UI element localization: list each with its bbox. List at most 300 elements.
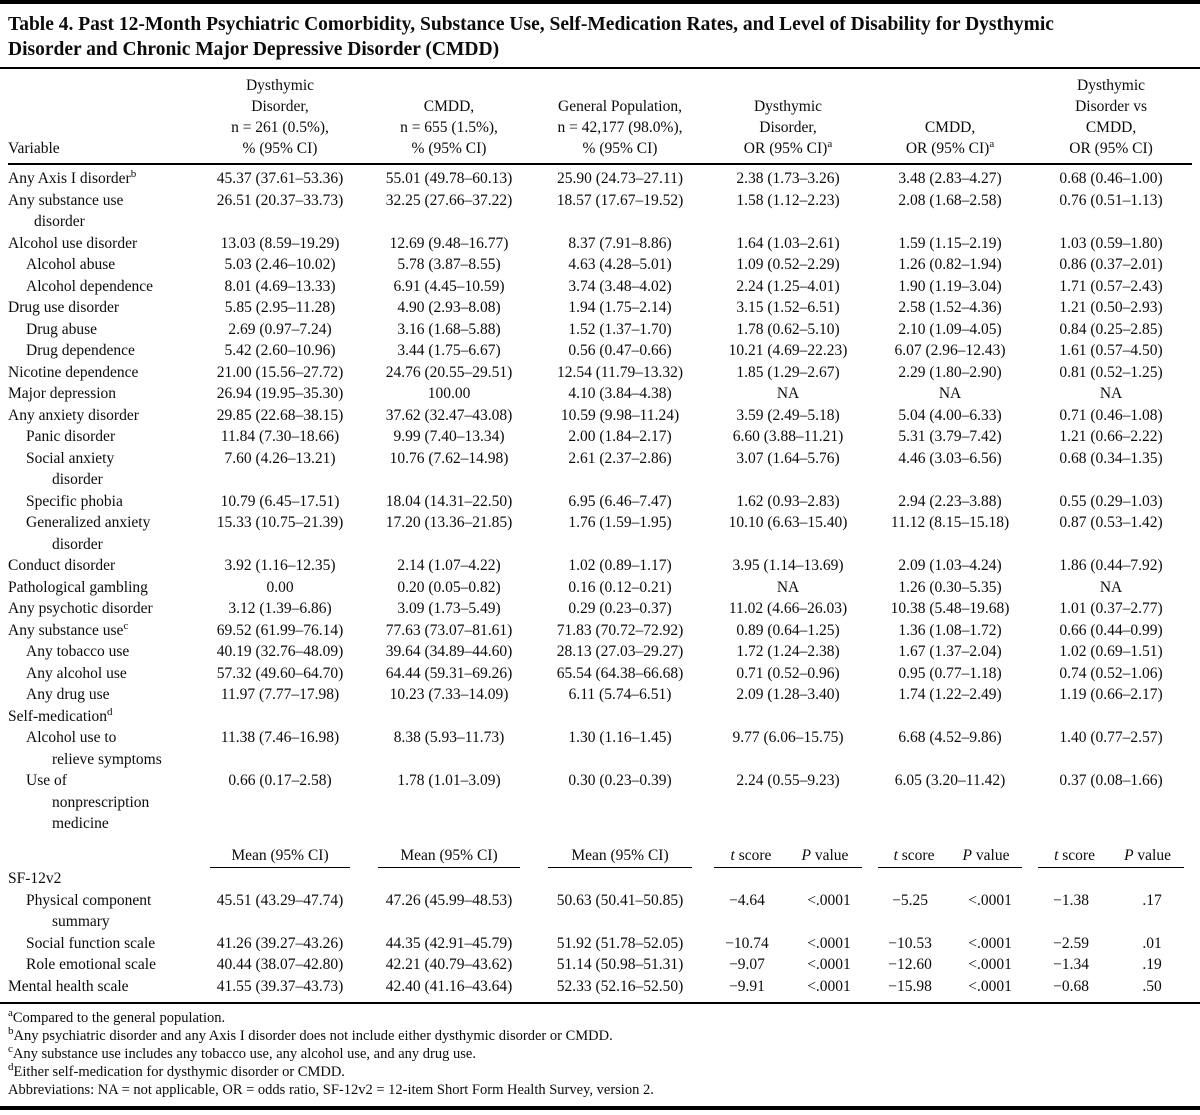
t-italic: t [730, 846, 735, 864]
cell-value: 40.19 (32.76–48.09) [216, 643, 344, 660]
cell-value: 45.51 (43.29–47.74) [216, 891, 344, 909]
table-row [8, 577, 1192, 599]
superscript: a [989, 137, 995, 150]
cell-value: NA [776, 385, 800, 402]
table-row [8, 868, 1192, 890]
p-value-label [788, 845, 862, 867]
cell-value: 1.78 (1.01–3.09) [397, 772, 501, 789]
row-label: Any tobacco use [26, 643, 130, 660]
cell-value: 3.95 (1.14–13.69) [732, 557, 844, 574]
mean-ci-label: Mean (95% CI) [210, 845, 350, 869]
cell-value: 3.44 (1.75–6.67) [397, 342, 501, 359]
t-p-header [870, 835, 1030, 869]
t-italic: t [893, 846, 898, 864]
cell-value: 37.62 (32.47–43.08) [385, 406, 513, 424]
t-p-labels [714, 845, 862, 869]
cell-value: 1.21 (0.50–2.93) [1059, 299, 1163, 316]
cell-value: NA [938, 385, 962, 402]
blank-cell [8, 835, 196, 869]
cell-value: 4.10 (3.84–4.38) [568, 385, 672, 402]
superscript: a [827, 137, 833, 150]
cell-value: 51.92 (51.78–52.05) [556, 934, 684, 952]
cell-value: 1.67 (1.37–2.04) [898, 643, 1002, 660]
cell-value: 3.48 (2.83–4.27) [898, 170, 1002, 187]
row-label: Nicotine dependence [8, 363, 139, 381]
row-label: SF-12v2 [8, 870, 62, 887]
p-italic: P [1124, 846, 1134, 864]
cell-value: 0.37 (0.08–1.66) [1059, 772, 1163, 789]
table-row [8, 976, 1192, 998]
cell-value: 11.02 (4.66–26.03) [728, 600, 848, 617]
cell-value: 25.90 (24.73–27.11) [557, 170, 683, 187]
cell-value: 47.26 (45.99–48.53) [385, 891, 513, 909]
table-row [8, 340, 1192, 362]
table-row [8, 362, 1192, 384]
t-rest: score [734, 846, 772, 864]
cell-value: .17 [1142, 891, 1162, 909]
column-header: CMDD, OR (95% CI)$^a$ [870, 70, 1030, 164]
row-label: Social function scale [26, 934, 156, 952]
t-p-labels [1038, 845, 1184, 869]
cell-value: 39.64 (34.89–44.60) [385, 643, 513, 660]
cell-value: 11.12 (8.15–15.18) [890, 514, 1010, 531]
table-row [8, 663, 1192, 685]
row-label: Any alcohol use [26, 664, 127, 682]
table-row [8, 491, 1192, 513]
cell-value: 8.01 (4.69–13.33) [224, 277, 336, 295]
cell-value: 100.00 [427, 385, 471, 402]
cell-value: 0.16 (0.12–0.21) [568, 578, 672, 596]
row-label: Generalized anxiety disorder [26, 514, 151, 553]
cell-value: 29.85 (22.68–38.15) [216, 406, 344, 424]
cell-value: 6.95 (6.46–7.47) [568, 492, 672, 510]
cell-value: −12.60 [888, 956, 932, 973]
superscript: b [130, 167, 137, 180]
cell-value: 1.26 (0.82–1.94) [898, 256, 1002, 273]
cell-value: <.0001 [807, 891, 851, 909]
cell-value: 0.86 (0.37–2.01) [1059, 256, 1163, 273]
p-rest: value [1133, 846, 1171, 864]
section-sf12 [8, 835, 1192, 998]
cell-value: 2.09 (1.28–3.40) [736, 686, 840, 703]
column-header: CMDD, n = 655 (1.5%), % (95% CI) [364, 70, 534, 164]
cell-value: 50.63 (50.41–50.85) [556, 891, 684, 909]
mean-ci-label: Mean (95% CI) [378, 845, 520, 869]
table-head [8, 70, 1192, 164]
table-row [8, 684, 1192, 706]
p-rest: value [972, 846, 1010, 864]
cell-value: <.0001 [807, 977, 851, 995]
cell-value: 2.14 (1.07–4.22) [397, 557, 501, 574]
mean-ci-header [534, 835, 706, 869]
table-row [8, 890, 1192, 933]
cell-value: 3.16 (1.68–5.88) [397, 320, 501, 338]
row-label: Any drug use [26, 686, 110, 703]
cell-value: 10.79 (6.45–17.51) [220, 492, 340, 510]
cell-value: 1.30 (1.16–1.45) [568, 729, 672, 746]
cell-value: 4.63 (4.28–5.01) [568, 256, 672, 273]
cell-value: 71.83 (70.72–72.92) [556, 621, 684, 639]
table-title: Table 4. Past 12-Month Psychiatric Comorbidity, Substance Use, Self-Medication Rates, and Level of Disability for Dysthymic Disorder and Chronic Major Depressive Disorder (CMDD) [0, 4, 1200, 69]
cell-value: 12.69 (9.48–16.77) [389, 234, 509, 252]
cell-value: 42.40 (41.16–43.64) [385, 977, 513, 995]
t-rest: score [897, 846, 935, 864]
cell-value: 5.04 (4.00–6.33) [898, 406, 1002, 424]
table-row [8, 933, 1192, 955]
mean-ci-header [364, 835, 534, 869]
cell-value: 1.94 (1.75–2.14) [568, 299, 672, 316]
p-rest: value [811, 846, 849, 864]
table-row [8, 319, 1192, 341]
cell-value: 5.31 (3.79–7.42) [898, 428, 1002, 445]
cell-value: 5.03 (2.46–10.02) [224, 256, 336, 273]
cell-value: 0.71 (0.52–0.96) [736, 664, 840, 682]
variable-column-header: Variable [8, 70, 196, 164]
footnotes [0, 1002, 1200, 1110]
cell-value: −1.38 [1053, 891, 1089, 909]
p-value-label [1111, 845, 1184, 867]
cell-value: 2.94 (2.23–3.88) [898, 492, 1002, 510]
cell-value: 0.56 (0.47–0.66) [568, 342, 672, 359]
cell-value: <.0001 [968, 891, 1012, 909]
cell-value: 8.37 (7.91–8.86) [568, 234, 672, 252]
cell-value: 12.54 (11.79–13.32) [557, 363, 683, 381]
cell-value: 1.76 (1.59–1.95) [568, 514, 672, 531]
p-italic: P [801, 846, 811, 864]
cell-value: 10.23 (7.33–14.09) [389, 686, 509, 703]
mean-ci-header [196, 835, 364, 869]
cell-value: 1.64 (1.03–2.61) [736, 234, 840, 252]
cell-value: 3.74 (3.48–4.02) [568, 277, 672, 295]
t-score-label [1038, 845, 1111, 867]
cell-value: 0.68 (0.46–1.00) [1059, 170, 1163, 187]
cell-value: 0.00 [266, 578, 294, 596]
table-row [8, 448, 1192, 491]
cell-value: 2.29 (1.80–2.90) [898, 363, 1002, 381]
cell-value: 1.40 (0.77–2.57) [1059, 729, 1163, 746]
cell-value: 21.00 (15.56–27.72) [216, 363, 344, 381]
t-p-header [1030, 835, 1192, 869]
cell-value: 0.29 (0.23–0.37) [568, 600, 672, 617]
cell-value: 11.38 (7.46–16.98) [220, 729, 340, 746]
cell-value: 28.13 (27.03–29.27) [556, 643, 684, 660]
table-row [8, 954, 1192, 976]
cell-value: 3.09 (1.73–5.49) [397, 600, 501, 617]
cell-value: 64.44 (59.31–69.26) [385, 664, 513, 682]
cell-value: 10.10 (6.63–15.40) [728, 514, 848, 531]
footnote: $^c$Any substance use includes any tobacco use, any alcohol use, and any drug use. [8, 1043, 476, 1062]
t-italic: t [1054, 846, 1059, 864]
cell-value: .19 [1142, 956, 1162, 973]
table-row [8, 405, 1192, 427]
cell-value: NA [1099, 578, 1123, 596]
cell-value: −5.25 [892, 891, 928, 909]
cell-value: 7.60 (4.26–13.21) [224, 449, 336, 467]
cell-value: <.0001 [807, 934, 851, 952]
table-row [8, 641, 1192, 663]
cell-value: 9.99 (7.40–13.34) [393, 428, 505, 445]
cell-value: <.0001 [968, 934, 1012, 952]
cell-value: NA [776, 578, 800, 596]
cell-value: 2.00 (1.84–2.17) [568, 428, 672, 445]
cell-value: 0.89 (0.64–1.25) [736, 621, 840, 639]
row-label: Alcohol dependence [26, 277, 153, 295]
cell-value: 41.26 (39.27–43.26) [216, 934, 344, 952]
cell-value: 0.76 (0.51–1.13) [1059, 191, 1163, 209]
cell-value: 0.74 (0.52–1.06) [1059, 664, 1163, 682]
cell-value: 5.85 (2.95–11.28) [224, 299, 336, 316]
cell-value: 2.61 (2.37–2.86) [568, 449, 672, 467]
cell-value: 77.63 (73.07–81.61) [385, 621, 513, 639]
cell-value: 55.01 (49.78–60.13) [385, 170, 513, 187]
cell-value: 1.85 (1.29–2.67) [736, 363, 840, 381]
cell-value: 8.38 (5.93–11.73) [393, 729, 505, 746]
cell-value: 1.61 (0.57–4.50) [1059, 342, 1163, 359]
cell-value: −10.74 [725, 934, 769, 952]
column-header: General Population, n = 42,177 (98.0%), % (95% CI) [534, 70, 706, 164]
cell-value: 4.90 (2.93–8.08) [397, 299, 501, 316]
cell-value: 10.38 (5.48–19.68) [890, 600, 1010, 617]
cell-value: −2.59 [1053, 934, 1089, 952]
cell-value: 10.21 (4.69–22.23) [728, 342, 848, 359]
cell-value: 44.35 (42.91–45.79) [385, 934, 513, 952]
row-label: Drug abuse [26, 320, 98, 338]
row-label: Physical component summary [26, 891, 152, 930]
cell-value: 1.09 (0.52–2.29) [736, 256, 840, 273]
cell-value: 5.42 (2.60–10.96) [224, 342, 336, 359]
cell-value: 0.66 (0.17–2.58) [228, 772, 332, 789]
table-row [8, 727, 1192, 770]
table-row [8, 276, 1192, 298]
cell-value: −10.53 [888, 934, 932, 952]
row-label: Drug dependence [26, 342, 135, 359]
cell-value: 0.55 (0.29–1.03) [1059, 492, 1163, 510]
t-p-header [706, 835, 870, 869]
cell-value: 10.59 (9.98–11.24) [560, 406, 680, 424]
row-label: Any substance use disorder [8, 191, 124, 230]
table-row [8, 383, 1192, 405]
table-row [8, 297, 1192, 319]
cell-value: −9.91 [729, 977, 765, 995]
cell-value: 2.69 (0.97–7.24) [228, 320, 332, 338]
cell-value: 0.84 (0.25–2.85) [1059, 320, 1163, 338]
cell-value: 1.74 (1.22–2.49) [898, 686, 1002, 703]
footnote: $^d$Either self-medication for dysthymic disorder or CMDD. [8, 1061, 345, 1080]
cell-value: 1.21 (0.66–2.22) [1059, 428, 1163, 445]
cell-value: 2.10 (1.09–4.05) [898, 320, 1002, 338]
mean-ci-label: Mean (95% CI) [548, 845, 692, 869]
cell-value: <.0001 [807, 956, 851, 973]
cell-value: 1.26 (0.30–5.35) [898, 578, 1002, 596]
row-label: Conduct disorder [8, 557, 116, 574]
cell-value: 1.90 (1.19–3.04) [898, 277, 1002, 295]
cell-value: 2.24 (0.55–9.23) [736, 772, 840, 789]
cell-value: 45.37 (37.61–53.36) [216, 170, 344, 187]
cell-value: 6.91 (4.45–10.59) [393, 277, 505, 295]
cell-value: 11.97 (7.77–17.98) [220, 686, 340, 703]
cell-value: 4.46 (3.03–6.56) [898, 449, 1002, 467]
cell-value: 2.58 (1.52–4.36) [898, 299, 1002, 316]
row-label: Drug use disorder [8, 299, 120, 316]
table-row [8, 426, 1192, 448]
empty-cells [196, 706, 1192, 728]
cell-value: 10.76 (7.62–14.98) [389, 449, 509, 467]
cell-value: 24.76 (20.55–29.51) [385, 363, 513, 381]
cell-value: 1.59 (1.15–2.19) [898, 234, 1002, 252]
cell-value: 1.72 (1.24–2.38) [736, 643, 840, 660]
table-row [8, 190, 1192, 233]
table-row [8, 164, 1192, 190]
cell-value: .01 [1142, 934, 1162, 952]
footnote: $^a$Compared to the general population. [8, 1007, 226, 1026]
empty-cells [196, 868, 1192, 890]
column-header: Dysthymic Disorder, n = 261 (0.5%), % (95% CI) [196, 70, 364, 164]
cell-value: 3.12 (1.39–6.86) [228, 600, 332, 617]
cell-value: 0.68 (0.34–1.35) [1059, 449, 1163, 467]
cell-value: 1.52 (1.37–1.70) [568, 320, 672, 338]
table-row [8, 233, 1192, 255]
cell-value: 42.21 (40.79–43.62) [385, 956, 513, 973]
t-score-label [714, 845, 788, 867]
cell-value: 3.07 (1.64–5.76) [736, 449, 840, 467]
cell-value: 2.08 (1.68–2.58) [898, 191, 1002, 209]
cell-value: 1.71 (0.57–2.43) [1059, 277, 1163, 295]
cell-value: 1.19 (0.66–2.17) [1059, 686, 1163, 703]
cell-value: 2.24 (1.25–4.01) [736, 277, 840, 295]
row-label: Any substance use$^c$ [8, 619, 129, 639]
cell-value: −9.07 [729, 956, 765, 973]
cell-value: 9.77 (6.06–15.75) [732, 729, 844, 746]
cell-value: 51.14 (50.98–51.31) [556, 956, 684, 973]
table-row [8, 706, 1192, 728]
row-label: Major depression [8, 385, 117, 402]
row-label: Specific phobia [26, 492, 123, 510]
cell-value: 3.92 (1.16–12.35) [224, 557, 336, 574]
cell-value: 15.33 (10.75–21.39) [216, 514, 344, 531]
row-label: Any anxiety disorder [8, 406, 139, 424]
measure-subheader-row [8, 835, 1192, 869]
cell-value: −1.34 [1053, 956, 1089, 973]
cell-value: 41.55 (39.37–43.73) [216, 977, 344, 995]
row-label: Any psychotic disorder [8, 600, 153, 617]
table-row [8, 254, 1192, 276]
table-row [8, 598, 1192, 620]
p-italic: P [962, 846, 973, 864]
superscript: c [8, 1043, 13, 1056]
table-row [8, 555, 1192, 577]
table-row [8, 512, 1192, 555]
t-score-label [878, 845, 950, 867]
superscript: b [8, 1025, 14, 1038]
t-p-labels [878, 845, 1022, 869]
cell-value: <.0001 [968, 977, 1012, 995]
row-label: Mental health scale [8, 977, 129, 995]
row-label: Self-medication$^d$ [8, 705, 113, 725]
cell-value: 57.32 (49.60–64.70) [216, 664, 344, 682]
cell-value: 6.05 (3.20–11.42) [894, 772, 1006, 789]
cell-value: 2.38 (1.73–3.26) [736, 170, 840, 187]
cell-value: 0.81 (0.52–1.25) [1059, 363, 1163, 381]
footnote: $^b$Any psychiatric disorder and any Axis I disorder does not include either dysthymic disorder or CMDD. [8, 1025, 613, 1044]
cell-value: 6.68 (4.52–9.86) [898, 729, 1002, 746]
table-wrap [0, 69, 1200, 999]
cell-value: 3.59 (2.49–5.18) [736, 406, 840, 424]
cell-value: 1.01 (0.37–2.77) [1059, 600, 1163, 617]
cell-value: 1.03 (0.59–1.80) [1059, 234, 1163, 252]
table-row [8, 620, 1192, 642]
row-label: Use of nonprescription medicine [26, 772, 150, 832]
cell-value: 6.07 (2.96–12.43) [894, 342, 1006, 359]
cell-value: 26.94 (19.95–35.30) [216, 385, 344, 402]
row-label: Social anxiety disorder [26, 449, 115, 488]
cell-value: 69.52 (61.99–76.14) [216, 621, 344, 639]
p-value-label [950, 845, 1022, 867]
column-header: Dysthymic Disorder, OR (95% CI)$^a$ [706, 70, 870, 164]
cell-value: 6.11 (5.74–6.51) [568, 686, 672, 703]
cell-value: 52.33 (52.16–52.50) [556, 977, 684, 995]
column-header: Dysthymic Disorder vs CMDD, OR (95% CI) [1030, 70, 1192, 164]
cell-value: −0.68 [1053, 977, 1089, 995]
t-rest: score [1058, 846, 1095, 864]
cell-value: 0.66 (0.44–0.99) [1059, 621, 1163, 639]
cell-value: 65.54 (64.38–66.68) [556, 664, 684, 682]
cell-value: 17.20 (13.36–21.85) [385, 514, 513, 531]
row-label: Alcohol use to relieve symptoms [26, 729, 162, 768]
cell-value: 6.60 (3.88–11.21) [732, 428, 844, 445]
cell-value: 3.15 (1.52–6.51) [736, 299, 840, 316]
superscript: d [8, 1061, 14, 1074]
footnote: Abbreviations: NA = not applicable, OR = odds ratio, SF-12v2 = 12-item Short Form Health Survey, version 2. [8, 1082, 654, 1098]
cell-value: 1.02 (0.69–1.51) [1059, 643, 1163, 660]
cell-value: 40.44 (38.07–42.80) [216, 956, 344, 973]
cell-value: 1.86 (0.44–7.92) [1059, 557, 1163, 574]
cell-value: 0.87 (0.53–1.42) [1059, 514, 1163, 531]
section-prevalence [8, 164, 1192, 835]
row-label: Panic disorder [26, 428, 116, 445]
cell-value: −15.98 [888, 977, 932, 995]
row-label: Alcohol abuse [26, 256, 116, 273]
cell-value: .50 [1142, 977, 1162, 995]
cell-value: 0.95 (0.77–1.18) [898, 664, 1002, 682]
cell-value: 18.57 (17.67–19.52) [556, 191, 684, 209]
cell-value: 5.78 (3.87–8.55) [397, 256, 501, 273]
cell-value: −4.64 [729, 891, 765, 909]
column-header-row [8, 70, 1192, 164]
cell-value: 2.09 (1.03–4.24) [898, 557, 1002, 574]
cell-value: 0.30 (0.23–0.39) [568, 772, 672, 789]
cell-value: 26.51 (20.37–33.73) [216, 191, 344, 209]
superscript: c [123, 619, 129, 632]
superscript: a [8, 1007, 13, 1020]
superscript: d [107, 705, 113, 718]
comorbidity-table [8, 70, 1192, 997]
cell-value: 32.25 (27.66–37.22) [385, 191, 513, 209]
cell-value: 1.62 (0.93–2.83) [736, 492, 840, 510]
cell-value: 13.03 (8.59–19.29) [220, 234, 340, 252]
cell-value: 11.84 (7.30–18.66) [220, 428, 340, 445]
cell-value: 1.36 (1.08–1.72) [898, 621, 1002, 639]
row-label: Pathological gambling [8, 578, 148, 596]
cell-value: <.0001 [968, 956, 1012, 973]
row-label: Role emotional scale [26, 956, 156, 973]
row-label: Any Axis I disorder$^b$ [8, 167, 137, 187]
cell-value: NA [1099, 385, 1123, 402]
cell-value: 1.58 (1.12–2.23) [736, 191, 840, 209]
cell-value: 1.02 (0.89–1.17) [568, 557, 672, 574]
cell-value: 0.71 (0.46–1.08) [1059, 406, 1163, 424]
cell-value: 18.04 (14.31–22.50) [385, 492, 513, 510]
row-label: Alcohol use disorder [8, 234, 138, 252]
